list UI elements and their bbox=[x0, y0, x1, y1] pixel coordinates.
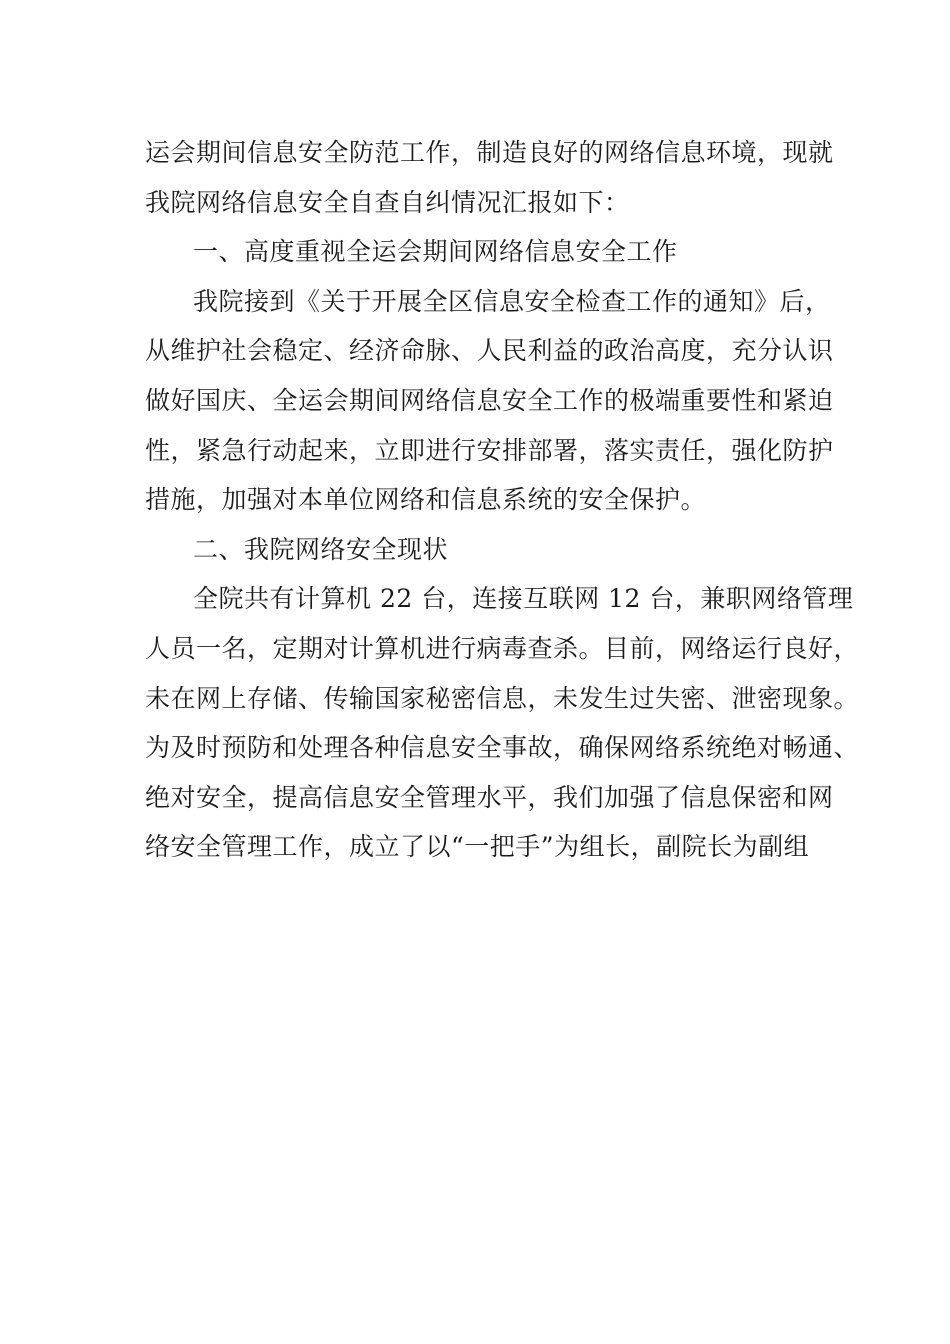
text-line: 人员一名，定期对计算机进行病毒查杀。目前，网络运行良好， bbox=[145, 633, 860, 663]
section-heading: 二、我院网络安全现状 bbox=[193, 534, 449, 564]
text-line: 绝对安全，提高信息安全管理水平，我们加强了信息保密和网 bbox=[145, 782, 834, 812]
text-line: 我院接到《关于开展全区信息安全检查工作的通知》后， bbox=[193, 286, 831, 316]
text-line: 络安全管理工作，成立了以“一把手”为组长，副院长为副组 bbox=[145, 832, 810, 862]
text-line: 全院共有计算机 22 台，连接互联网 12 台，兼职网络管理 bbox=[193, 584, 854, 614]
document-body bbox=[145, 128, 860, 872]
text-line: 从维护社会稳定、经济命脉、人民利益的政治高度，充分认识 bbox=[145, 336, 834, 366]
text-line: 运会期间信息安全防范工作，制造良好的网络信息环境，现就 bbox=[145, 138, 834, 167]
text-line: 未在网上存储、传输国家秘密信息，未发生过失密、泄密现象。 bbox=[145, 683, 860, 713]
text-line: 性，紧急行动起来，立即进行安排部署，落实责任，强化防护 bbox=[145, 435, 834, 465]
text-line: 我院网络信息安全自查自纠情况汇报如下： bbox=[145, 187, 630, 217]
text-line: 措施，加强对本单位网络和信息系统的安全保护。 bbox=[145, 485, 707, 515]
text-line: 为及时预防和处理各种信息安全事故，确保网络系统绝对畅通、 bbox=[145, 733, 860, 763]
section-heading: 一、高度重视全运会期间网络信息安全工作 bbox=[193, 237, 678, 267]
text-line: 做好国庆、全运会期间网络信息安全工作的极端重要性和紧迫 bbox=[145, 385, 834, 415]
